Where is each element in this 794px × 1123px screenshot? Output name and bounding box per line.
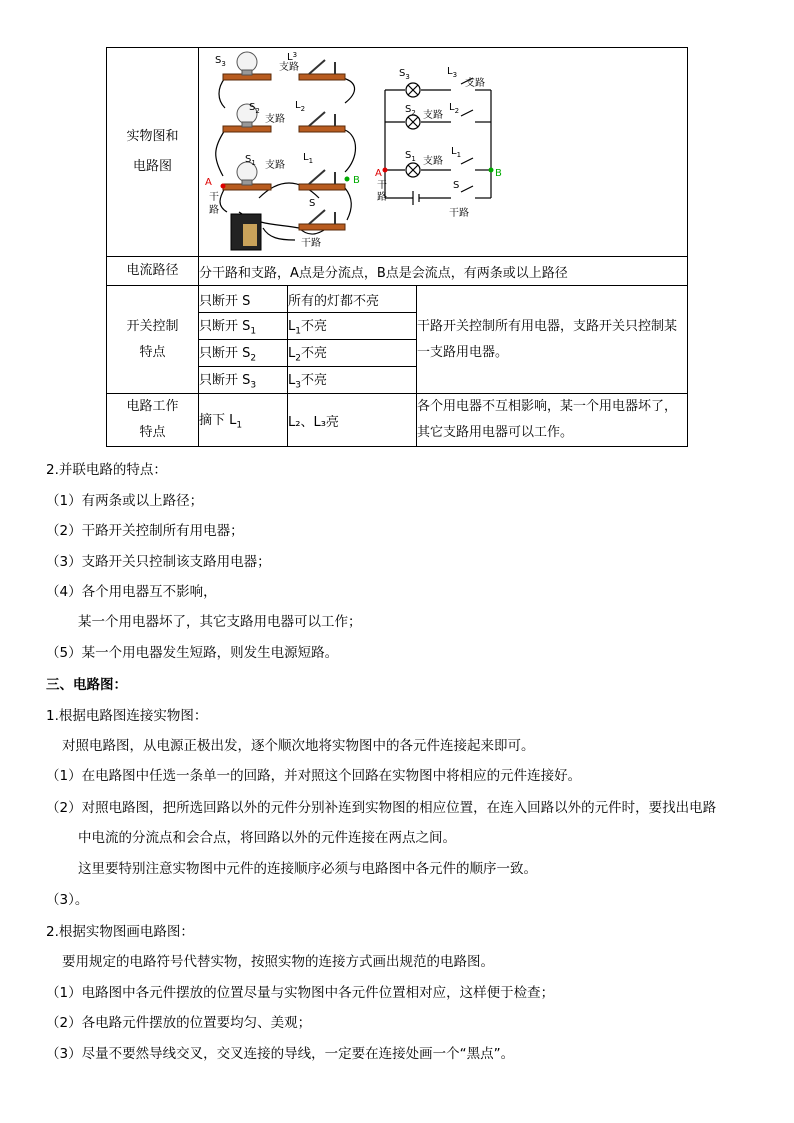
schem-branch-2: 支路 [423, 110, 443, 121]
schem-branch-3: 支路 [465, 78, 485, 89]
label-trunk-v2: 路 [209, 205, 219, 216]
circuit-illustration [199, 48, 687, 256]
section-2-step-1: （1）电路图中各元件摆放的位置尽量与实物图中各元件位置相对应，这样便于检查； [46, 985, 555, 1001]
row-header-diagram: 实物图和 电路图 [107, 48, 199, 257]
work-result: L₂、L₃亮 [288, 394, 417, 447]
section-1-step-3: （3）。 [46, 892, 89, 908]
switch-action-1: 只断开 $S_1$ [199, 313, 288, 340]
label-l2: $L_2$ [295, 100, 306, 113]
heading-circuit-diagram: 三、电路图： [46, 677, 127, 693]
diagram-cell [199, 48, 688, 257]
section-1-step-2: （2）对照电路图，把所选回路以外的元件分别补连到实物图的相应位置，在连入回路以外的元件时，要找出电路 [46, 800, 717, 816]
row-header-switch: 开关控制 特点 [107, 286, 199, 394]
label-branch-3: 支路 [279, 62, 299, 73]
switch-result-1: $L_1$不亮 [288, 313, 417, 340]
section-2-title: 2.根据实物图画电路图： [46, 924, 194, 940]
work-summary: 各个用电器不互相影响，某一个用电器坏了，其它支路用电器可以工作。 [417, 394, 688, 447]
section-1-intro: 对照电路图，从电源正极出发，逐个顺次地将实物图中的各元件连接起来即可。 [62, 738, 535, 754]
section-2-intro: 要用规定的电路符号代替实物，按照实物的连接方式画出规范的电路图。 [62, 954, 494, 970]
feature-2: （2）干路开关控制所有用电器； [46, 523, 244, 539]
switch-result-2: $L_2$不亮 [288, 340, 417, 367]
switch-result-0: 所有的灯都不亮 [288, 286, 417, 313]
label-a: A [205, 177, 212, 188]
row-header-path: 电流路径 [107, 257, 199, 286]
switch-action-0: 只断开 S [199, 286, 288, 313]
schem-branch-1: 支路 [423, 156, 443, 167]
schem-l2: $L_2$ [449, 102, 460, 115]
section-1-step-2c: 这里要特别注意实物图中元件的连接顺序必须与电路图中各元件的顺序一致。 [78, 861, 537, 877]
switch-action-2: 只断开 $S_2$ [199, 340, 288, 367]
schem-b: B [495, 168, 502, 179]
feature-4: （4）各个用电器互不影响， [46, 584, 217, 600]
section-2-step-2: （2）各电路元件摆放的位置要均匀、美观； [46, 1015, 312, 1031]
label-s: S [309, 198, 316, 209]
label-branch-1: 支路 [265, 160, 285, 171]
section-1-step-1: （1）在电路图中任选一条单一的回路，并对照这个回路在实物图中将相应的元件连接好。 [46, 768, 582, 784]
label-l3: $L^3$ [287, 51, 298, 63]
path-content: 分干路和支路，A点是分流点，B点是会流点，有两条或以上路径 [199, 257, 688, 286]
label-l1: $L_1$ [303, 152, 314, 165]
feature-5: （5）某一个用电器发生短路，则发生电源短路。 [46, 645, 339, 661]
schem-a: A [375, 168, 382, 179]
feature-3: （3）支路开关只控制该支路用电器； [46, 554, 271, 570]
schem-trunk-v2: 路 [377, 192, 387, 203]
section-2-step-3: （3）尽量不要然导线交叉，交叉连接的导线，一定要在连接处画一个“黑点”。 [46, 1046, 515, 1062]
schem-s3: $S_3$ [399, 68, 410, 81]
feature-1: （1）有两条或以上路径； [46, 493, 204, 509]
label-branch-2: 支路 [265, 114, 285, 125]
schem-l3: $L_3$ [447, 66, 458, 79]
label-s3: $S_3$ [215, 55, 226, 68]
row-header-work: 电路工作 特点 [107, 394, 199, 447]
schem-s1: $S_1$ [405, 150, 416, 163]
label-s2: $S_2$ [249, 102, 260, 115]
work-action: 摘下 $L_1$ [199, 394, 288, 447]
heading-parallel-features: 2.并联电路的特点： [46, 462, 167, 478]
switch-action-3: 只断开 $S_3$ [199, 367, 288, 394]
schem-trunk-v1: 干 [377, 180, 387, 191]
switch-summary: 干路开关控制所有用电器，支路开关只控制某一支路用电器。 [417, 286, 688, 394]
label-trunk: 干路 [301, 238, 321, 249]
label-trunk-v1: 干 [209, 192, 219, 203]
schem-l1: $L_1$ [451, 146, 462, 159]
label-b: B [353, 175, 360, 186]
feature-4b: 某一个用电器坏了，其它支路用电器可以工作； [78, 614, 362, 630]
section-1-step-2b: 中电流的分流点和会合点，将回路以外的元件连接在两点之间。 [78, 830, 456, 846]
schem-s: S [453, 180, 460, 191]
section-1-title: 1.根据电路图连接实物图： [46, 708, 208, 724]
switch-result-3: $L_3$不亮 [288, 367, 417, 394]
schem-s2: $S_2$ [405, 104, 416, 117]
label-s1: $S_1$ [245, 154, 256, 167]
schem-trunk: 干路 [449, 208, 469, 219]
comparison-table [106, 47, 688, 447]
